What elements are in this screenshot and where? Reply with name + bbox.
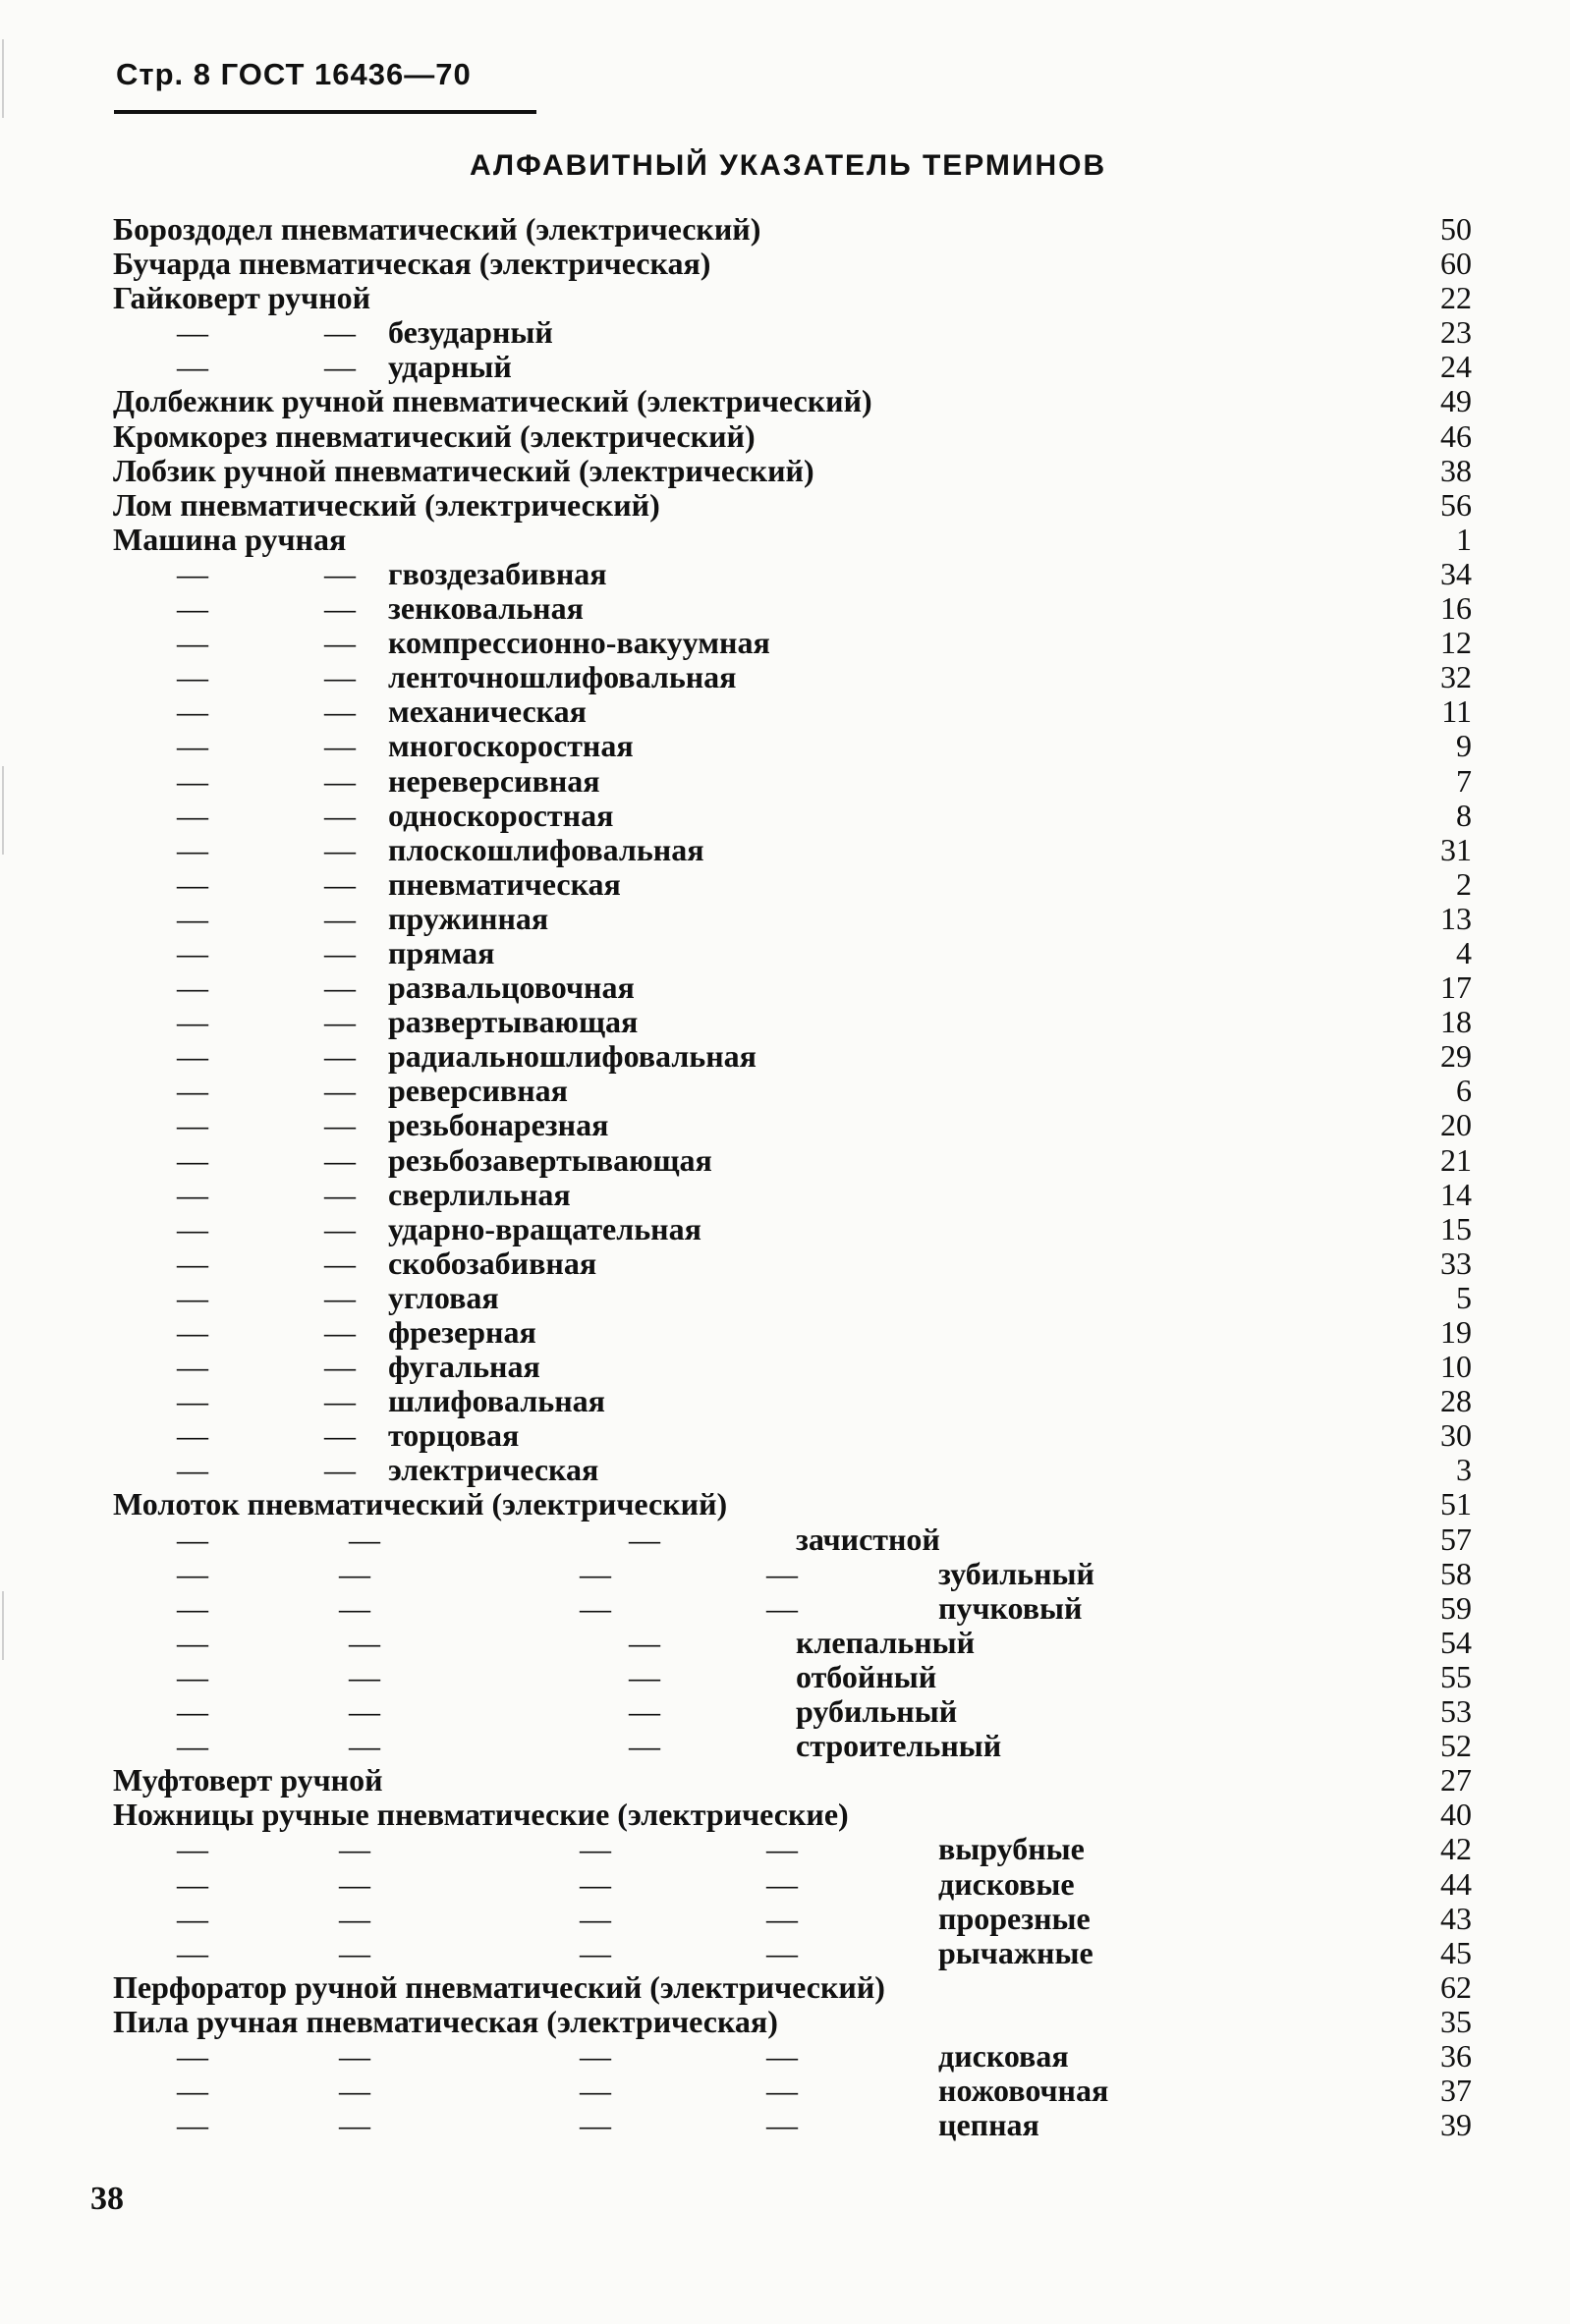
entry-term: ударный	[388, 349, 512, 385]
index-entry	[0, 247, 1570, 281]
entry-number: 22	[1440, 280, 1472, 316]
entry-number: 19	[1440, 1314, 1472, 1350]
ditto-dash: —	[177, 1245, 208, 1281]
entry-number: 14	[1440, 1176, 1472, 1212]
ditto-dash: —	[177, 831, 208, 867]
entry-term: торцовая	[388, 1417, 520, 1454]
ditto-dash: —	[580, 2107, 611, 2143]
entry-number: 34	[1440, 555, 1472, 591]
ditto-dash: —	[766, 1589, 798, 1626]
ditto-dash: —	[324, 831, 356, 867]
ditto-dash: —	[324, 1141, 356, 1178]
ditto-dash: —	[177, 314, 208, 351]
ditto-dash: —	[580, 1555, 611, 1591]
index-entry	[0, 970, 1570, 1005]
entry-term: отбойный	[796, 1658, 937, 1694]
ditto-dash: —	[339, 2107, 370, 2143]
index-entry	[0, 2039, 1570, 2074]
ditto-dash: —	[177, 1038, 208, 1075]
ditto-dash: —	[177, 1279, 208, 1315]
entry-number: 53	[1440, 1693, 1472, 1730]
entry-number: 45	[1440, 1934, 1472, 1970]
entry-term: ленточношлифовальная	[388, 659, 737, 695]
ditto-dash: —	[324, 1417, 356, 1454]
entry-term: вырубные	[938, 1831, 1085, 1867]
ditto-dash: —	[177, 555, 208, 591]
entry-number: 27	[1440, 1762, 1472, 1798]
ditto-dash: —	[177, 1176, 208, 1212]
entry-term: строительный	[796, 1728, 1002, 1764]
entry-number: 40	[1440, 1797, 1472, 1833]
entry-term: Долбежник ручной пневматический (электрический)	[113, 383, 872, 419]
ditto-dash: —	[339, 1865, 370, 1902]
ditto-dash: —	[324, 797, 356, 833]
index-entry	[0, 454, 1570, 488]
ditto-dash: —	[177, 1417, 208, 1454]
ditto-dash: —	[629, 1658, 660, 1694]
ditto-dash: —	[629, 1624, 660, 1660]
entry-term: ножовочная	[938, 2073, 1109, 2109]
index-entry	[0, 1832, 1570, 1866]
index-entry	[0, 694, 1570, 729]
ditto-dash: —	[177, 1555, 208, 1591]
ditto-dash: —	[339, 1900, 370, 1936]
index-entry	[0, 1143, 1570, 1178]
entry-term: гвоздезабивная	[388, 555, 607, 591]
ditto-dash: —	[177, 625, 208, 661]
entry-term: рубильный	[796, 1693, 958, 1730]
ditto-dash: —	[324, 590, 356, 627]
ditto-dash: —	[177, 728, 208, 764]
entry-term: резьбонарезная	[388, 1107, 609, 1143]
ditto-dash: —	[324, 314, 356, 351]
entry-term: угловая	[388, 1279, 499, 1315]
index-entry	[0, 1108, 1570, 1142]
index-entry	[0, 212, 1570, 247]
entry-number: 54	[1440, 1624, 1472, 1660]
ditto-dash: —	[177, 797, 208, 833]
ditto-dash: —	[177, 1900, 208, 1936]
ditto-dash: —	[177, 1624, 208, 1660]
entry-number: 43	[1440, 1900, 1472, 1936]
entry-term: Бучарда пневматическая (электрическая)	[113, 246, 711, 282]
ditto-dash: —	[324, 693, 356, 730]
entry-term: сверлильная	[388, 1176, 571, 1212]
ditto-dash: —	[324, 1176, 356, 1212]
entry-term: Перфоратор ручной пневматический (электрический)	[113, 1968, 885, 2005]
entry-term: нереверсивная	[388, 762, 600, 799]
ditto-dash: —	[324, 1452, 356, 1488]
ditto-dash: —	[177, 1210, 208, 1246]
entry-term: прорезные	[938, 1900, 1091, 1936]
index-entry	[0, 1418, 1570, 1453]
entry-number: 24	[1440, 349, 1472, 385]
ditto-dash: —	[349, 1521, 380, 1557]
entry-term: безударный	[388, 314, 553, 351]
index-entry	[0, 1557, 1570, 1591]
entry-number: 23	[1440, 314, 1472, 351]
entry-term: развальцовочная	[388, 969, 635, 1006]
ditto-dash: —	[324, 1349, 356, 1385]
index-entry	[0, 1453, 1570, 1487]
entry-term: скобозабивная	[388, 1245, 597, 1281]
ditto-dash: —	[349, 1728, 380, 1764]
ditto-dash: —	[324, 969, 356, 1006]
index-entry	[0, 1315, 1570, 1350]
index-entry	[0, 1074, 1570, 1108]
entry-term: фрезерная	[388, 1314, 536, 1350]
entry-number: 42	[1440, 1831, 1472, 1867]
index-entry	[0, 902, 1570, 936]
entry-term: развертывающая	[388, 1004, 639, 1040]
index-entry	[0, 764, 1570, 799]
entry-number: 51	[1440, 1486, 1472, 1522]
entry-number: 38	[1440, 452, 1472, 488]
index-entry	[0, 1281, 1570, 1315]
ditto-dash: —	[349, 1658, 380, 1694]
entry-term: пружинная	[388, 900, 549, 936]
ditto-dash: —	[580, 2037, 611, 2074]
entry-term: Лом пневматический (электрический)	[113, 486, 660, 523]
ditto-dash: —	[324, 900, 356, 936]
index-entry	[0, 660, 1570, 694]
ditto-dash: —	[324, 1107, 356, 1143]
entry-number: 10	[1440, 1349, 1472, 1385]
entry-number: 57	[1440, 1521, 1472, 1557]
entry-term: электрическая	[388, 1452, 599, 1488]
page-number: 38	[90, 2181, 124, 2217]
ditto-dash: —	[177, 1073, 208, 1109]
ditto-dash: —	[177, 934, 208, 970]
ditto-dash: —	[177, 659, 208, 695]
entry-number: 49	[1440, 383, 1472, 419]
ditto-dash: —	[177, 1107, 208, 1143]
entry-number: 21	[1440, 1141, 1472, 1178]
ditto-dash: —	[339, 1589, 370, 1626]
ditto-dash: —	[177, 1658, 208, 1694]
entry-term: зубильный	[938, 1555, 1094, 1591]
index-entry	[0, 384, 1570, 418]
ditto-dash: —	[324, 762, 356, 799]
entry-number: 37	[1440, 2073, 1472, 2109]
term-index-list	[0, 212, 1570, 2142]
index-entry	[0, 419, 1570, 454]
ditto-dash: —	[324, 1073, 356, 1109]
ditto-dash: —	[629, 1728, 660, 1764]
index-entry	[0, 315, 1570, 350]
ditto-dash: —	[580, 1589, 611, 1626]
index-entry	[0, 591, 1570, 626]
ditto-dash: —	[177, 2107, 208, 2143]
index-entry	[0, 557, 1570, 591]
ditto-dash: —	[177, 2037, 208, 2074]
ditto-dash: —	[580, 1831, 611, 1867]
entry-term: Кромкорез пневматический (электрический)	[113, 417, 756, 454]
index-entry	[0, 1970, 1570, 2005]
index-entry	[0, 1626, 1570, 1660]
index-entry	[0, 523, 1570, 557]
entry-number: 58	[1440, 1555, 1472, 1591]
index-entry	[0, 799, 1570, 833]
entry-number: 2	[1456, 865, 1472, 902]
entry-term: рычажные	[938, 1934, 1093, 1970]
ditto-dash: —	[177, 1728, 208, 1764]
ditto-dash: —	[339, 1555, 370, 1591]
entry-number: 32	[1440, 659, 1472, 695]
index-entry	[0, 1005, 1570, 1039]
ditto-dash: —	[339, 1934, 370, 1970]
entry-term: Гайковерт ручной	[113, 280, 371, 316]
entry-term: шлифовальная	[388, 1383, 605, 1419]
ditto-dash: —	[177, 865, 208, 902]
ditto-dash: —	[177, 1314, 208, 1350]
ditto-dash: —	[177, 1589, 208, 1626]
ditto-dash: —	[177, 590, 208, 627]
index-entry	[0, 729, 1570, 763]
entry-number: 28	[1440, 1383, 1472, 1419]
ditto-dash: —	[629, 1521, 660, 1557]
entry-number: 52	[1440, 1728, 1472, 1764]
ditto-dash: —	[177, 349, 208, 385]
ditto-dash: —	[766, 2107, 798, 2143]
ditto-dash: —	[177, 1004, 208, 1040]
entry-number: 18	[1440, 1004, 1472, 1040]
entry-number: 56	[1440, 486, 1472, 523]
entry-number: 9	[1456, 728, 1472, 764]
entry-term: многоскоростная	[388, 728, 634, 764]
ditto-dash: —	[177, 1865, 208, 1902]
ditto-dash: —	[177, 762, 208, 799]
index-entry	[0, 867, 1570, 902]
ditto-dash: —	[177, 969, 208, 1006]
ditto-dash: —	[324, 865, 356, 902]
entry-number: 4	[1456, 934, 1472, 970]
ditto-dash: —	[580, 1865, 611, 1902]
index-entry	[0, 1487, 1570, 1522]
entry-term: клепальный	[796, 1624, 976, 1660]
entry-number: 16	[1440, 590, 1472, 627]
entry-number: 46	[1440, 417, 1472, 454]
index-entry	[0, 1763, 1570, 1798]
entry-term: реверсивная	[388, 1073, 568, 1109]
index-entry	[0, 1591, 1570, 1626]
entry-number: 60	[1440, 246, 1472, 282]
entry-number: 62	[1440, 1968, 1472, 2005]
index-entry	[0, 1039, 1570, 1074]
entry-number: 7	[1456, 762, 1472, 799]
ditto-dash: —	[324, 1038, 356, 1075]
entry-term: Машина ручная	[113, 521, 347, 557]
ditto-dash: —	[580, 2073, 611, 2109]
ditto-dash: —	[177, 1521, 208, 1557]
ditto-dash: —	[766, 2073, 798, 2109]
entry-number: 30	[1440, 1417, 1472, 1454]
entry-number: 11	[1441, 693, 1472, 730]
entry-term: прямая	[388, 934, 495, 970]
ditto-dash: —	[177, 1693, 208, 1730]
index-entry	[0, 1729, 1570, 1763]
ditto-dash: —	[177, 1452, 208, 1488]
ditto-dash: —	[324, 349, 356, 385]
index-entry	[0, 1350, 1570, 1384]
entry-number: 1	[1456, 521, 1472, 557]
entry-term: радиальношлифовальная	[388, 1038, 757, 1075]
entry-term: Муфтоверт ручной	[113, 1762, 383, 1798]
ditto-dash: —	[177, 1934, 208, 1970]
entry-term: Молоток пневматический (электрический)	[113, 1486, 728, 1522]
header-rule	[114, 110, 536, 114]
entry-term: дисковые	[938, 1865, 1075, 1902]
index-entry	[0, 936, 1570, 970]
index-entry	[0, 1212, 1570, 1246]
entry-number: 33	[1440, 1245, 1472, 1281]
ditto-dash: —	[349, 1624, 380, 1660]
index-entry	[0, 1694, 1570, 1729]
ditto-dash: —	[324, 1279, 356, 1315]
ditto-dash: —	[766, 1934, 798, 1970]
index-entry	[0, 1246, 1570, 1281]
index-entry	[0, 350, 1570, 384]
index-entry	[0, 1660, 1570, 1694]
entry-number: 6	[1456, 1073, 1472, 1109]
scan-edge-mark	[2, 39, 4, 118]
index-entry	[0, 626, 1570, 660]
index-entry	[0, 2005, 1570, 2039]
ditto-dash: —	[177, 693, 208, 730]
index-entry	[0, 1867, 1570, 1902]
entry-number: 59	[1440, 1589, 1472, 1626]
ditto-dash: —	[324, 659, 356, 695]
ditto-dash: —	[580, 1934, 611, 1970]
ditto-dash: —	[324, 1004, 356, 1040]
ditto-dash: —	[629, 1693, 660, 1730]
ditto-dash: —	[339, 2037, 370, 2074]
index-title: АЛФАВИТНЫЙ УКАЗАТЕЛЬ ТЕРМИНОВ	[470, 149, 1107, 182]
ditto-dash: —	[766, 1865, 798, 1902]
entry-number: 44	[1440, 1865, 1472, 1902]
ditto-dash: —	[766, 1555, 798, 1591]
ditto-dash: —	[766, 2037, 798, 2074]
ditto-dash: —	[324, 1210, 356, 1246]
ditto-dash: —	[339, 2073, 370, 2109]
entry-number: 20	[1440, 1107, 1472, 1143]
entry-number: 15	[1440, 1210, 1472, 1246]
ditto-dash: —	[339, 1831, 370, 1867]
index-entry	[0, 1902, 1570, 1936]
ditto-dash: —	[324, 934, 356, 970]
index-entry	[0, 1384, 1570, 1418]
ditto-dash: —	[177, 1831, 208, 1867]
entry-term: односкоростная	[388, 797, 614, 833]
entry-number: 29	[1440, 1038, 1472, 1075]
page-header: Стр. 8 ГОСТ 16436—70	[116, 57, 472, 91]
entry-term: механическая	[388, 693, 587, 730]
entry-term: цепная	[938, 2107, 1039, 2143]
entry-number: 35	[1440, 2003, 1472, 2039]
entry-term: дисковая	[938, 2037, 1069, 2074]
ditto-dash: —	[177, 1141, 208, 1178]
entry-term: резьбозавертывающая	[388, 1141, 712, 1178]
entry-number: 13	[1440, 900, 1472, 936]
entry-term: ударно-вращательная	[388, 1210, 701, 1246]
ditto-dash: —	[324, 1383, 356, 1419]
index-entry	[0, 1936, 1570, 1970]
entry-term: плоскошлифовальная	[388, 831, 704, 867]
index-entry	[0, 1178, 1570, 1212]
entry-term: фугальная	[388, 1349, 540, 1385]
entry-term: зенковальная	[388, 590, 584, 627]
entry-number: 50	[1440, 211, 1472, 247]
index-entry	[0, 2074, 1570, 2108]
entry-number: 39	[1440, 2107, 1472, 2143]
ditto-dash: —	[324, 625, 356, 661]
ditto-dash: —	[177, 900, 208, 936]
index-entry	[0, 488, 1570, 523]
entry-term: компрессионно-вакуумная	[388, 625, 770, 661]
entry-term: Ножницы ручные пневматические (электрические)	[113, 1797, 849, 1833]
index-entry	[0, 281, 1570, 315]
entry-number: 5	[1456, 1279, 1472, 1315]
entry-number: 3	[1456, 1452, 1472, 1488]
entry-term: пучковый	[938, 1589, 1083, 1626]
ditto-dash: —	[324, 1245, 356, 1281]
entry-term: зачистной	[796, 1521, 940, 1557]
ditto-dash: —	[580, 1900, 611, 1936]
entry-number: 55	[1440, 1658, 1472, 1694]
entry-number: 31	[1440, 831, 1472, 867]
ditto-dash: —	[324, 1314, 356, 1350]
ditto-dash: —	[324, 555, 356, 591]
ditto-dash: —	[766, 1900, 798, 1936]
entry-number: 36	[1440, 2037, 1472, 2074]
ditto-dash: —	[177, 2073, 208, 2109]
entry-term: Бороздодел пневматический (электрический)	[113, 211, 761, 247]
entry-term: Пила ручная пневматическая (электрическая)	[113, 2003, 778, 2039]
entry-number: 17	[1440, 969, 1472, 1006]
entry-number: 8	[1456, 797, 1472, 833]
entry-term: Лобзик ручной пневматический (электрический)	[113, 452, 814, 488]
index-entry	[0, 2108, 1570, 2142]
index-entry	[0, 833, 1570, 867]
ditto-dash: —	[177, 1383, 208, 1419]
ditto-dash: —	[349, 1693, 380, 1730]
ditto-dash: —	[766, 1831, 798, 1867]
entry-number: 12	[1440, 625, 1472, 661]
ditto-dash: —	[177, 1349, 208, 1385]
entry-term: пневматическая	[388, 865, 621, 902]
ditto-dash: —	[324, 728, 356, 764]
index-entry	[0, 1522, 1570, 1557]
index-entry	[0, 1798, 1570, 1832]
